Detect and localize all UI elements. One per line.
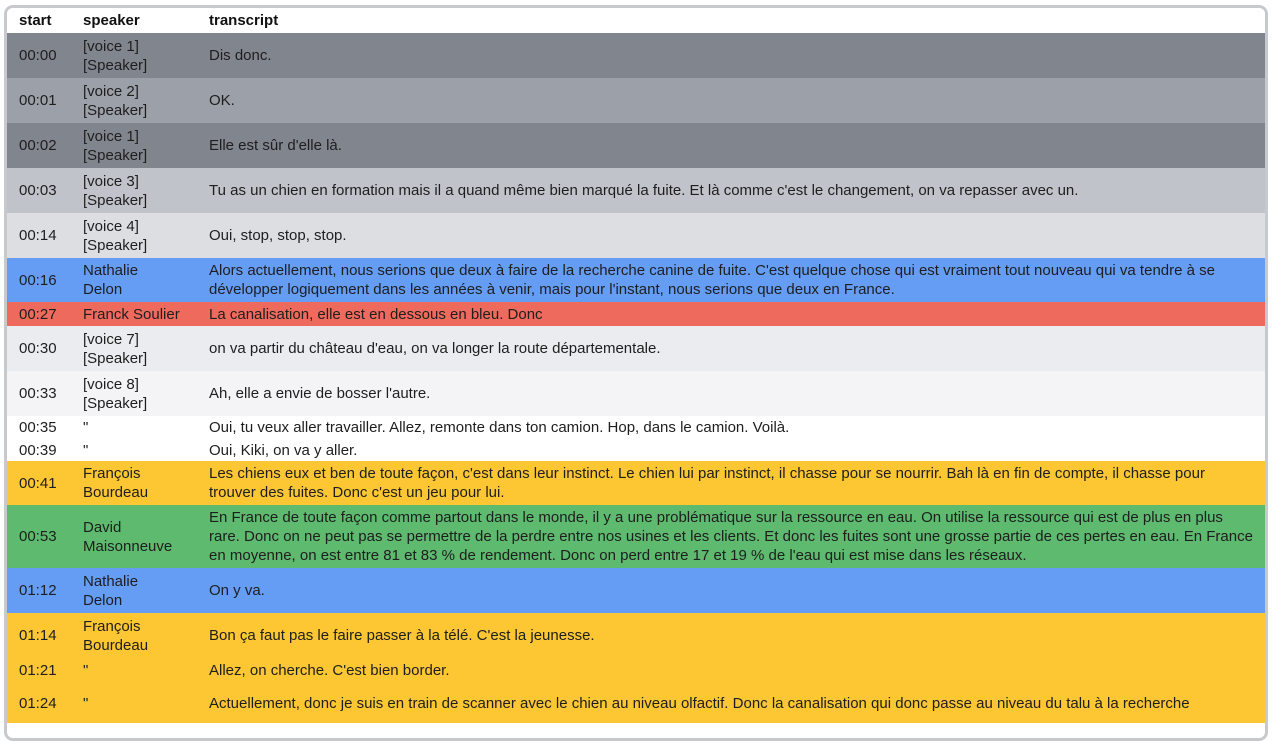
- cell-speaker: Nathalie Delon: [83, 572, 139, 609]
- table-row[interactable]: [7, 683, 1265, 723]
- cell-speaker: Nathalie Delon: [83, 262, 139, 298]
- cell-start: 00:14: [19, 227, 57, 244]
- table-row[interactable]: [7, 505, 1265, 568]
- cell-start: 00:53: [19, 528, 57, 545]
- cell-speaker: David Maisonneuve: [83, 518, 173, 555]
- cell-speaker: Franck Soulier: [83, 305, 180, 323]
- table-row[interactable]: [7, 439, 1265, 461]
- table-row[interactable]: [7, 168, 1265, 213]
- table-row[interactable]: [7, 371, 1265, 416]
- cell-speaker: ": [83, 441, 89, 459]
- cell-transcript: Ah, elle a envie de bosser l'autre.: [209, 385, 431, 402]
- cell-transcript: Dis donc.: [209, 47, 272, 64]
- table-row[interactable]: [7, 461, 1265, 505]
- cell-transcript: on va partir du château d'eau, on va longer la route départementale.: [209, 340, 661, 357]
- cell-start: 01:14: [19, 627, 57, 644]
- cell-start: 00:00: [19, 47, 57, 64]
- cell-transcript: La canalisation, elle est en dessous en bleu. Donc: [209, 305, 543, 323]
- cell-transcript: Oui, Kiki, on va y aller.: [209, 441, 358, 459]
- table-body: [7, 33, 1265, 723]
- cell-speaker: François Bourdeau: [83, 465, 149, 501]
- cell-transcript: Alors actuellement, nous serions que deux à faire de la recherche canine de fuite. C'est quelque chose qui est vraiment tout nouveau qui va tendre à se développer logiquement dans les années à venir, mais pour l'instant, nous serions que deux en France.: [209, 262, 1215, 298]
- cell-speaker: [voice 7] [Speaker]: [83, 330, 148, 367]
- table-row[interactable]: [7, 416, 1265, 439]
- table-row[interactable]: [7, 568, 1265, 613]
- table-row[interactable]: [7, 123, 1265, 168]
- cell-speaker: ": [83, 419, 89, 436]
- cell-transcript: Actuellement, donc je suis en train de scanner avec le chien au niveau olfactif. Donc la canalisation qui donc passe au niveau du talu à la recherche: [209, 694, 1190, 712]
- cell-speaker: [voice 2] [Speaker]: [83, 82, 148, 119]
- cell-start: 00:30: [19, 340, 57, 357]
- cell-start: 00:02: [19, 137, 57, 154]
- cell-transcript: Allez, on cherche. C'est bien border.: [209, 662, 450, 679]
- column-header-transcript[interactable]: transcript: [209, 8, 1265, 33]
- transcript-table-container: [4, 5, 1268, 741]
- cell-transcript: En France de toute façon comme partout dans le monde, il y a une problématique sur la ressource en eau. On utilise la ressource qui est de plus en plus rare. Donc on ne peut pas se permettre de la perdre entre nos usines et les clients. Et donc les fuites sont une grosse partie de ces pertes en eau. En France en moyenne, on est entre 81 et 83 % de rendement. Donc on perd entre 17 et 19 % de l'eau qui est mise dans les réseaux.: [209, 509, 1253, 564]
- header-row: [7, 8, 1265, 33]
- cell-transcript: OK.: [209, 92, 235, 109]
- cell-start: 00:01: [19, 92, 57, 109]
- table-row[interactable]: [7, 326, 1265, 371]
- cell-speaker: [voice 8] [Speaker]: [83, 375, 148, 412]
- cell-transcript: Les chiens eux et ben de toute façon, c'est dans leur instinct. Le chien lui par instinct, il chasse pour se nourrir. Bah là en fin de compte, il chasse pour trouver des fuites. Donc c'est un jeu pour lui.: [209, 465, 1205, 501]
- cell-start: 00:41: [19, 474, 57, 492]
- cell-start: 00:39: [19, 441, 57, 459]
- table-row[interactable]: [7, 658, 1265, 683]
- table-row[interactable]: [7, 78, 1265, 123]
- cell-start: 01:21: [19, 662, 57, 679]
- cell-start: 00:33: [19, 385, 57, 402]
- table-row[interactable]: [7, 613, 1265, 658]
- cell-start: 00:03: [19, 182, 57, 199]
- cell-start: 00:35: [19, 419, 57, 436]
- table-row[interactable]: [7, 33, 1265, 78]
- table-row[interactable]: [7, 213, 1265, 258]
- table-row[interactable]: [7, 302, 1265, 326]
- cell-transcript: Bon ça faut pas le faire passer à la télé. C'est la jeunesse.: [209, 627, 595, 644]
- table-header: [7, 8, 1265, 33]
- cell-speaker: François Bourdeau: [83, 617, 149, 654]
- cell-transcript: Tu as un chien en formation mais il a quand même bien marqué la fuite. Et là comme c'est le changement, on va repasser avec un.: [209, 182, 1079, 199]
- column-header-start[interactable]: start: [7, 8, 83, 33]
- cell-speaker: ": [83, 662, 89, 679]
- column-header-speaker[interactable]: speaker: [83, 8, 209, 33]
- cell-speaker: [voice 1] [Speaker]: [83, 37, 148, 74]
- transcript-table: [7, 8, 1265, 723]
- cell-speaker: [voice 3] [Speaker]: [83, 172, 148, 209]
- cell-transcript: Elle est sûr d'elle là.: [209, 137, 342, 154]
- cell-speaker: [voice 1] [Speaker]: [83, 127, 148, 164]
- cell-start: 00:16: [19, 271, 57, 289]
- cell-transcript: Oui, tu veux aller travailler. Allez, remonte dans ton camion. Hop, dans le camion. Voilà.: [209, 419, 790, 436]
- cell-speaker: ": [83, 694, 89, 712]
- cell-start: 01:12: [19, 582, 57, 599]
- cell-transcript: On y va.: [209, 582, 265, 599]
- cell-speaker: [voice 4] [Speaker]: [83, 217, 148, 254]
- cell-start: 01:24: [19, 694, 57, 712]
- cell-start: 00:27: [19, 305, 57, 323]
- table-row[interactable]: [7, 258, 1265, 302]
- cell-transcript: Oui, stop, stop, stop.: [209, 227, 347, 244]
